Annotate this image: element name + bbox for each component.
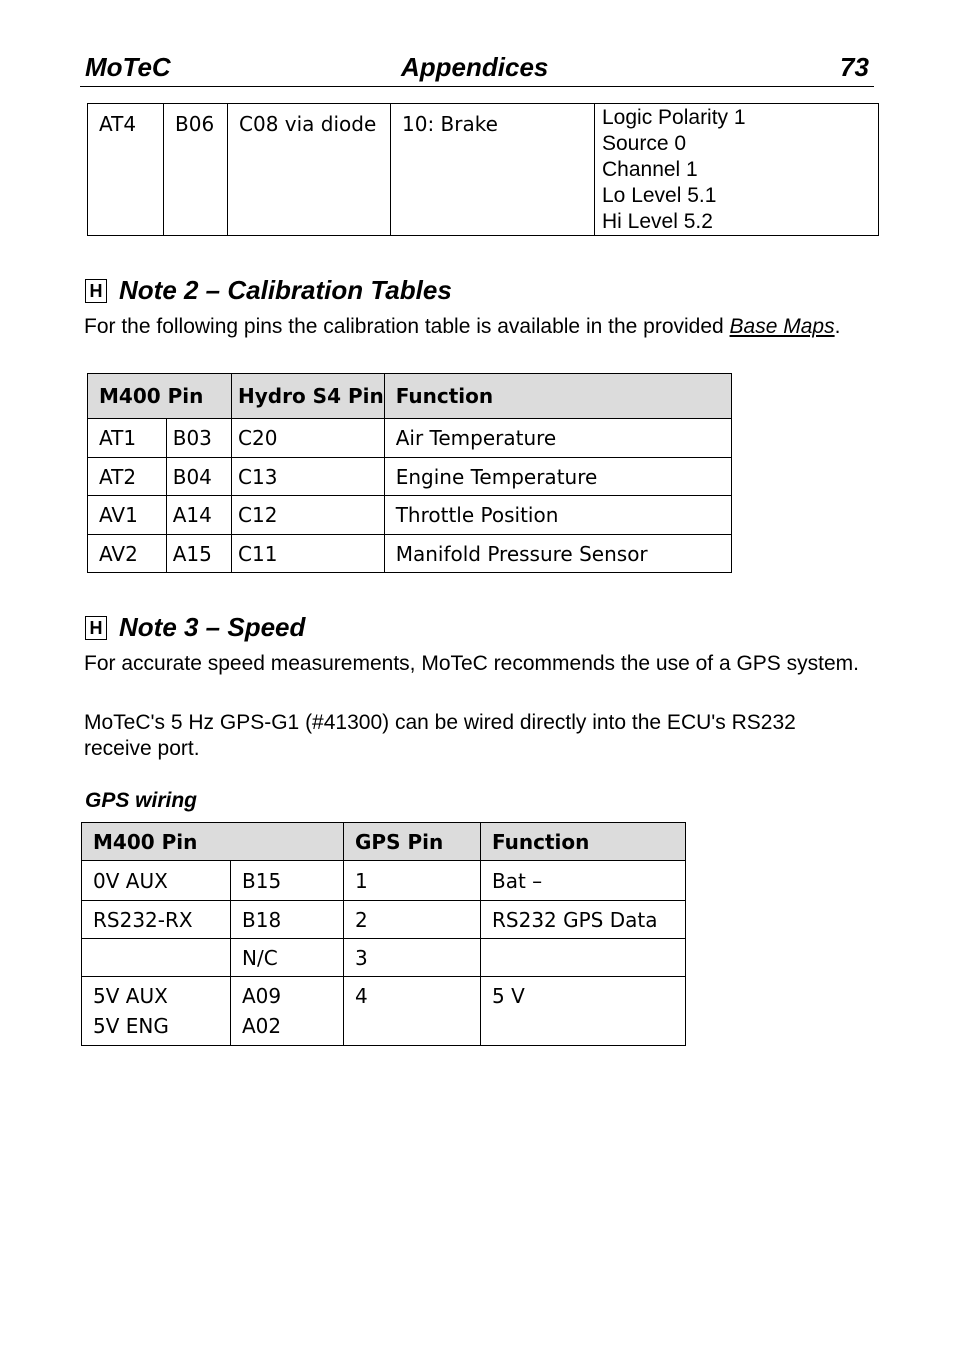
table-cell: AT2 xyxy=(88,458,167,496)
logic-line: Lo Level 5.1 xyxy=(602,184,717,207)
table-cell: C20 xyxy=(232,419,385,458)
logic-line: Source 0 xyxy=(602,132,687,155)
header-rule xyxy=(80,86,874,87)
calibration-table xyxy=(87,373,732,573)
table-cell: RS232-RX xyxy=(82,901,231,939)
table-cell: B18 xyxy=(231,901,344,939)
table-cell: 5V AUX 5V ENG xyxy=(82,977,231,1046)
table-cell: AT4 xyxy=(88,104,164,236)
table-header-cell: M400 Pin xyxy=(88,374,232,419)
table-row xyxy=(88,419,732,458)
table-header-row xyxy=(82,823,686,861)
table-cell: A09 A02 xyxy=(231,977,344,1046)
table-header-cell: Hydro S4 Pin xyxy=(232,374,385,419)
table-cell: B15 xyxy=(231,861,344,901)
note2-paragraph xyxy=(84,314,864,340)
logic-line: Logic Polarity 1 xyxy=(602,106,746,129)
table-header-cell: GPS Pin xyxy=(344,823,481,861)
table-cell: A14 xyxy=(166,496,231,535)
logic-line: Channel 1 xyxy=(602,158,698,181)
table-row xyxy=(88,104,879,236)
header-brand: MoTeC xyxy=(85,52,171,82)
table-cell: Air Temperature xyxy=(384,419,731,458)
table-cell: C13 xyxy=(232,458,385,496)
gps-wiring-table xyxy=(81,822,686,1046)
table-row xyxy=(82,939,686,977)
table-cell: 0V AUX xyxy=(82,861,231,901)
note2-text: For the following pins the calibration table is available in the provided xyxy=(84,315,730,338)
header-section-title: Appendices xyxy=(401,52,549,82)
table-cell: 2 xyxy=(344,901,481,939)
table-row xyxy=(82,901,686,939)
note2-text-end: . xyxy=(834,315,841,338)
table-header-cell: M400 Pin xyxy=(82,823,344,861)
base-maps-link[interactable]: Base Maps xyxy=(729,315,835,338)
table-cell: B04 xyxy=(166,458,231,496)
logic-settings-cell xyxy=(595,104,879,236)
table-header-cell: Function xyxy=(384,374,731,419)
table-header-cell: Function xyxy=(481,823,686,861)
table-cell: N/C xyxy=(231,939,344,977)
table-cell: Bat – xyxy=(481,861,686,901)
table-cell: 3 xyxy=(344,939,481,977)
note2-title: Note 2 – Calibration Tables xyxy=(119,275,452,305)
table-cell: B03 xyxy=(166,419,231,458)
table-cell: C08 via diode xyxy=(228,104,391,236)
note3-paragraph-2: MoTeC's 5 Hz GPS-G1 (#41300) can be wired directly into the ECU's RS232 receive port. xyxy=(84,711,796,760)
table-header-row xyxy=(88,374,732,419)
hardware-note-icon: H xyxy=(85,616,107,640)
note3-heading xyxy=(85,612,305,643)
table-cell: AV1 xyxy=(88,496,167,535)
table-cell: 1 xyxy=(344,861,481,901)
table-cell: B06 xyxy=(164,104,228,236)
table-cell: A15 xyxy=(166,535,231,573)
note3-title: Note 3 – Speed xyxy=(119,612,306,642)
page-number: 73 xyxy=(840,52,869,82)
table-cell: 5 V xyxy=(481,977,686,1046)
table-cell: Engine Temperature xyxy=(384,458,731,496)
brake-pin-table xyxy=(87,103,879,236)
note3-paragraph-1: For accurate speed measurements, MoTeC recommends the use of a GPS system. xyxy=(84,652,859,675)
gps-wiring-subheading: GPS wiring xyxy=(85,789,198,812)
note2-heading xyxy=(85,275,452,306)
table-row xyxy=(88,458,732,496)
table-row xyxy=(82,861,686,901)
table-cell: 4 xyxy=(344,977,481,1046)
table-cell: 10: Brake xyxy=(391,104,595,236)
table-row xyxy=(88,535,732,573)
table-cell xyxy=(481,939,686,977)
table-cell xyxy=(82,939,231,977)
table-cell: AV2 xyxy=(88,535,167,573)
table-cell: AT1 xyxy=(88,419,167,458)
table-cell: RS232 GPS Data xyxy=(481,901,686,939)
table-row xyxy=(82,977,686,1046)
hardware-note-icon: H xyxy=(85,279,107,303)
table-row xyxy=(88,496,732,535)
table-cell: Throttle Position xyxy=(384,496,731,535)
table-cell: Manifold Pressure Sensor xyxy=(384,535,731,573)
table-cell: C11 xyxy=(232,535,385,573)
table-cell: C12 xyxy=(232,496,385,535)
logic-line: Hi Level 5.2 xyxy=(602,210,713,233)
